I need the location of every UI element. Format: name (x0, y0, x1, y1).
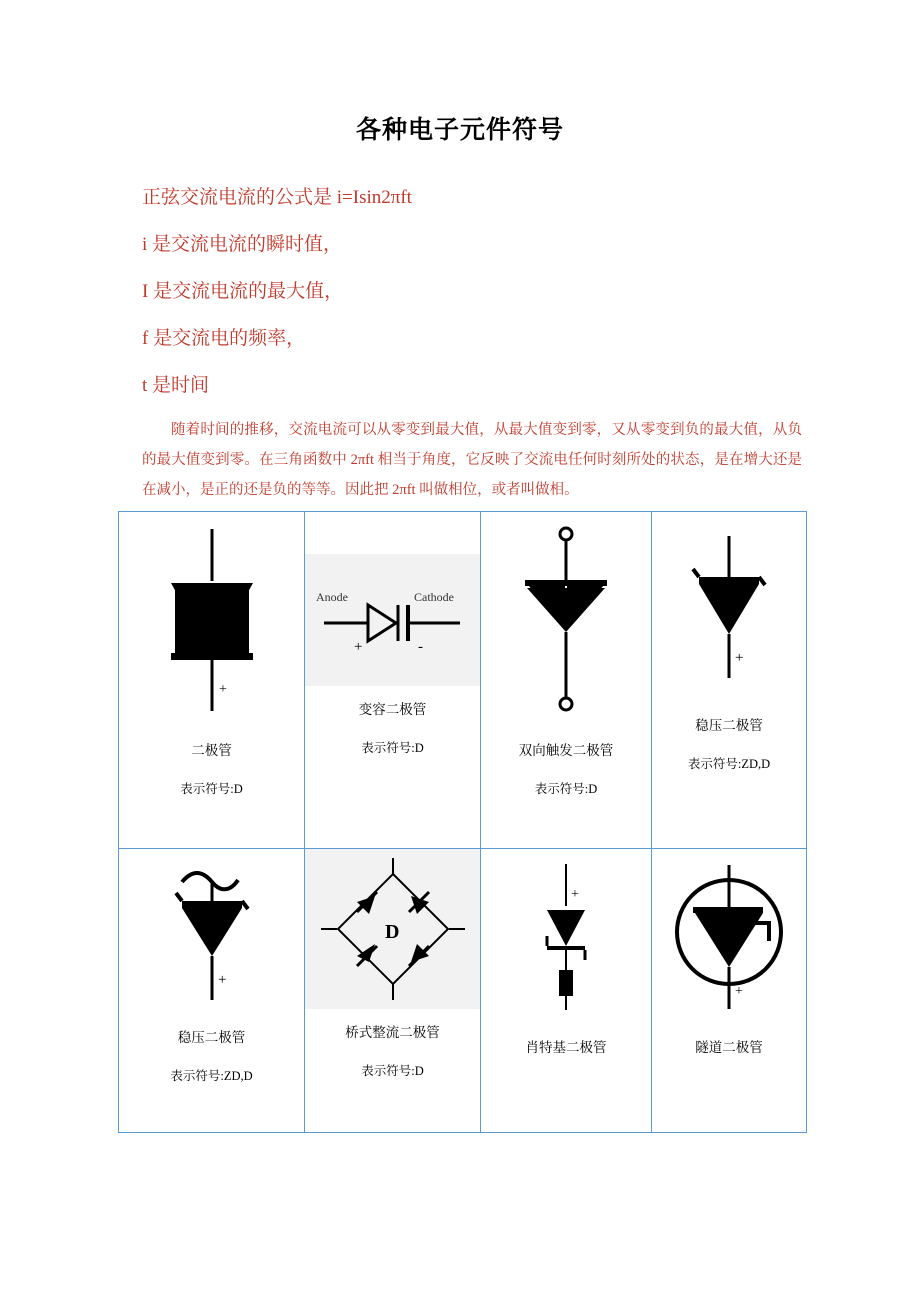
table-cell-schottky-diode (481, 849, 652, 1133)
page-title: 各种电子元件符号 (355, 117, 564, 144)
table-row (119, 849, 807, 1133)
intro-line-5: t 是时间 (142, 375, 210, 396)
zener-diode-symbol (652, 512, 806, 702)
table-cell-bridge-rectifier (305, 849, 481, 1133)
symbol-name: 变容二极管 (358, 702, 427, 717)
varactor-diode-symbol (305, 554, 480, 686)
table-cell-zener-diode (652, 512, 807, 849)
svg-text:+: + (735, 650, 744, 666)
bridge-label: D (384, 920, 399, 943)
diode-symbol (119, 512, 304, 727)
intro-paragraph: 随着时间的推移，交流电流可以从零变到最大值，从最大值变到零，又从零变到负的最大值，从负的最大值变到零。在三角函数中 2πft 相当于角度，它反映了交流电任何时刻所处的状态，是在增大还是在减小，是正的还是负的等等。因此把 2πft 叫做相位，或者叫做相。 (142, 422, 802, 498)
symbol-name: 隧道二极管 (695, 1040, 763, 1055)
schottky-diode-symbol (481, 849, 651, 1024)
svg-text:+: + (217, 971, 226, 988)
intro-line-3: I 是交流电流的最大值， (142, 281, 344, 302)
table-row (119, 512, 807, 849)
table-cell-zener-diode-2 (119, 849, 305, 1133)
zener-diode-symbol-2 (119, 849, 304, 1014)
cathode-label: Cathode (414, 590, 454, 604)
symbol-name: 稳压二极管 (695, 718, 763, 733)
svg-text:+: + (218, 681, 227, 697)
symbol-designator: 表示符号:ZD,D (687, 757, 771, 771)
intro-line-1: 正弦交流电流的公式是 i=Isin2πft (142, 187, 412, 208)
anode-label: Anode (316, 590, 348, 604)
table-cell-tunnel-diode (652, 849, 807, 1133)
symbol-designator: 表示符号:D (180, 782, 243, 796)
symbol-designator: 表示符号:D (534, 782, 598, 796)
symbol-name: 稳压二极管 (177, 1030, 246, 1045)
intro-block (0, 146, 920, 505)
table-cell-diode (119, 512, 305, 849)
symbol-table (118, 511, 807, 1133)
symbol-name: 双向触发二极管 (518, 743, 614, 758)
symbol-name: 肖特基二极管 (525, 1040, 607, 1055)
diac-symbol (481, 512, 651, 727)
symbol-designator: 表示符号:D (361, 741, 424, 755)
svg-text:-: - (418, 639, 423, 655)
svg-text:+: + (735, 983, 743, 999)
tunnel-diode-symbol (652, 849, 806, 1024)
symbol-name: 二极管 (191, 743, 232, 758)
table-cell-varactor-diode (305, 512, 481, 849)
intro-line-4: f 是交流电的频率， (142, 328, 306, 349)
table-cell-diac (481, 512, 652, 849)
symbol-designator: 表示符号:ZD,D (170, 1069, 253, 1083)
intro-line-2: i 是交流电流的瞬时值， (142, 234, 343, 255)
symbol-designator: 表示符号:D (361, 1064, 424, 1078)
bridge-rectifier-symbol (305, 849, 480, 1009)
symbol-name: 桥式整流二极管 (345, 1025, 440, 1040)
svg-text:+: + (571, 887, 579, 902)
svg-text:+: + (354, 639, 363, 655)
